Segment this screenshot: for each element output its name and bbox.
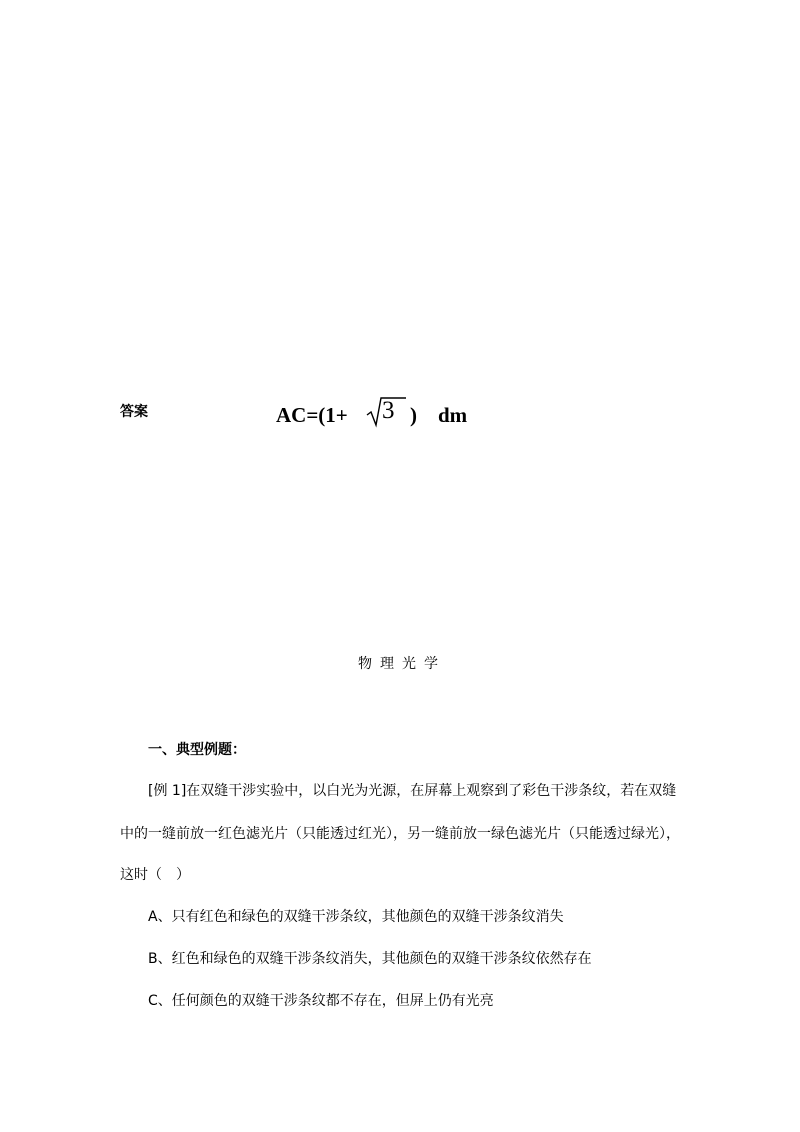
option-b: B、红色和绿色的双缝干涉条纹消失，其他颜色的双缝干涉条纹依然存在 xyxy=(148,951,592,967)
example-text-line-3: 这时（ ） xyxy=(120,867,190,883)
formula-unit: dm xyxy=(438,403,468,427)
formula-radicand: 3 xyxy=(382,397,395,424)
square-root-symbol xyxy=(366,394,408,430)
example-text-line-2: 中的一缝前放一红色滤光片（只能透过红光），另一缝前放一绿色滤光片（只能透过绿光）， xyxy=(120,826,680,842)
section-heading: 一、典型例题： xyxy=(148,742,246,758)
section-title: 物理光学 xyxy=(358,656,446,672)
example-text-line-1: [例 1]在双缝干涉实验中，以白光为光源，在屏幕上观察到了彩色干涉条纹，若在双缝 xyxy=(148,783,677,799)
option-a: A、只有红色和绿色的双缝干涉条纹，其他颜色的双缝干涉条纹消失 xyxy=(148,909,564,925)
formula-close-paren: ) xyxy=(410,403,417,427)
formula-prefix: AC=(1+ xyxy=(276,403,348,427)
answer-label: 答案 xyxy=(120,404,148,420)
option-c: C、任何颜色的双缝干涉条纹都不存在，但屏上仍有光亮 xyxy=(148,993,494,1009)
